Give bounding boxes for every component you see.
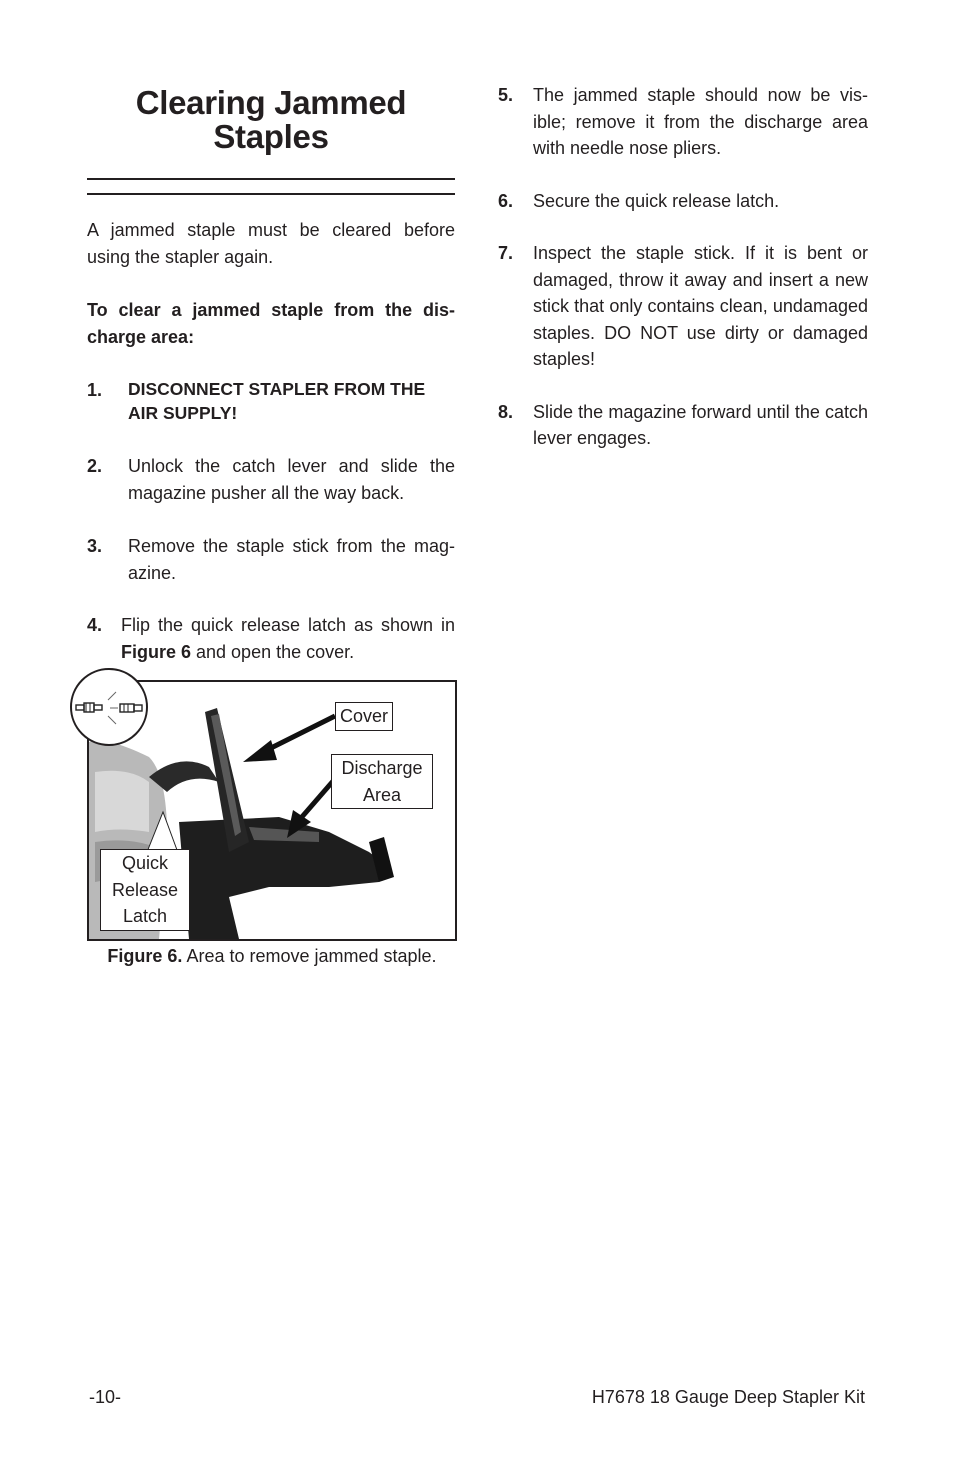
step-text: Unlock the catch lever and slide the magazine pusher all the way back. — [128, 456, 455, 503]
air-disconnect-icon-graphic — [72, 670, 146, 744]
step-8 — [498, 399, 868, 452]
callout-line: Latch — [122, 906, 168, 926]
step-text: Inspect the staple stick. If it is bent or damaged, throw it away and insert a new stick that only contains clean, undamaged staples. DO NOT use dirty or damaged staples! — [533, 243, 868, 369]
title-rules — [87, 178, 455, 195]
step-text: The jammed staple should now be vis-ible; remove it from the discharge area with needle nose pliers. — [533, 85, 868, 158]
page-number: -10- — [89, 1387, 122, 1407]
step-number: 5. — [498, 85, 514, 105]
step-text: DISCONNECT STAPLER FROM THE AIR SUPPLY! — [128, 379, 426, 423]
page-title — [87, 86, 455, 154]
step-number: 4. — [87, 615, 103, 635]
title-line-2: Staples — [213, 118, 329, 155]
discharge-area-callout — [331, 754, 433, 809]
left-column — [87, 86, 455, 665]
step-number: 3. — [87, 536, 103, 556]
step-text: Remove the staple stick from the mag-azine. — [128, 536, 455, 583]
step-text-before: Flip the quick release latch as shown in — [121, 615, 455, 635]
figure-caption — [87, 943, 457, 969]
callout-line: Quick — [121, 853, 168, 873]
step-text: Slide the magazine forward until the catch lever engages. — [533, 401, 868, 448]
air-disconnect-icon — [70, 668, 148, 746]
procedure-lead: To clear a jammed staple from the dis-charge area: — [87, 300, 455, 347]
step-4 — [87, 612, 455, 665]
intro-paragraph: A jammed staple must be cleared before using the stapler again. — [87, 220, 455, 267]
step-5 — [498, 82, 868, 162]
step-2 — [87, 453, 455, 506]
step-text-after: and open the cover. — [191, 641, 355, 662]
caption-label: Figure 6. — [107, 946, 183, 966]
title-line-1: Clearing Jammed — [135, 84, 407, 121]
step-number: 7. — [498, 243, 514, 263]
callout-line: Discharge — [341, 758, 423, 778]
step-text — [121, 612, 455, 665]
caption-text: Area to remove jammed staple. — [182, 946, 437, 966]
cover-arrow-head — [243, 740, 277, 762]
stapler-label — [95, 771, 149, 832]
step-1 — [87, 377, 455, 425]
step-number: 1. — [87, 380, 103, 400]
right-column — [498, 82, 868, 452]
step-number: 2. — [87, 456, 103, 476]
quick-release-latch-callout — [100, 849, 190, 931]
discharge-arrow-shaft — [301, 780, 334, 818]
step-number: 8. — [498, 401, 514, 422]
rule-top — [87, 178, 455, 180]
cover-callout: Cover — [335, 702, 393, 731]
figure-reference: Figure 6 — [121, 641, 192, 662]
step-7 — [498, 240, 868, 373]
step-text: Secure the quick release latch. — [533, 190, 780, 211]
callout-line: Area — [362, 784, 402, 805]
callout-line: Release — [111, 879, 179, 900]
step-6 — [498, 188, 868, 215]
product-name-footer: H7678 18 Gauge Deep Stapler Kit — [591, 1387, 865, 1407]
cover-arrow-shaft — [267, 716, 335, 750]
step-3 — [87, 533, 455, 586]
step-number: 6. — [498, 190, 514, 211]
rule-bottom — [87, 193, 455, 195]
